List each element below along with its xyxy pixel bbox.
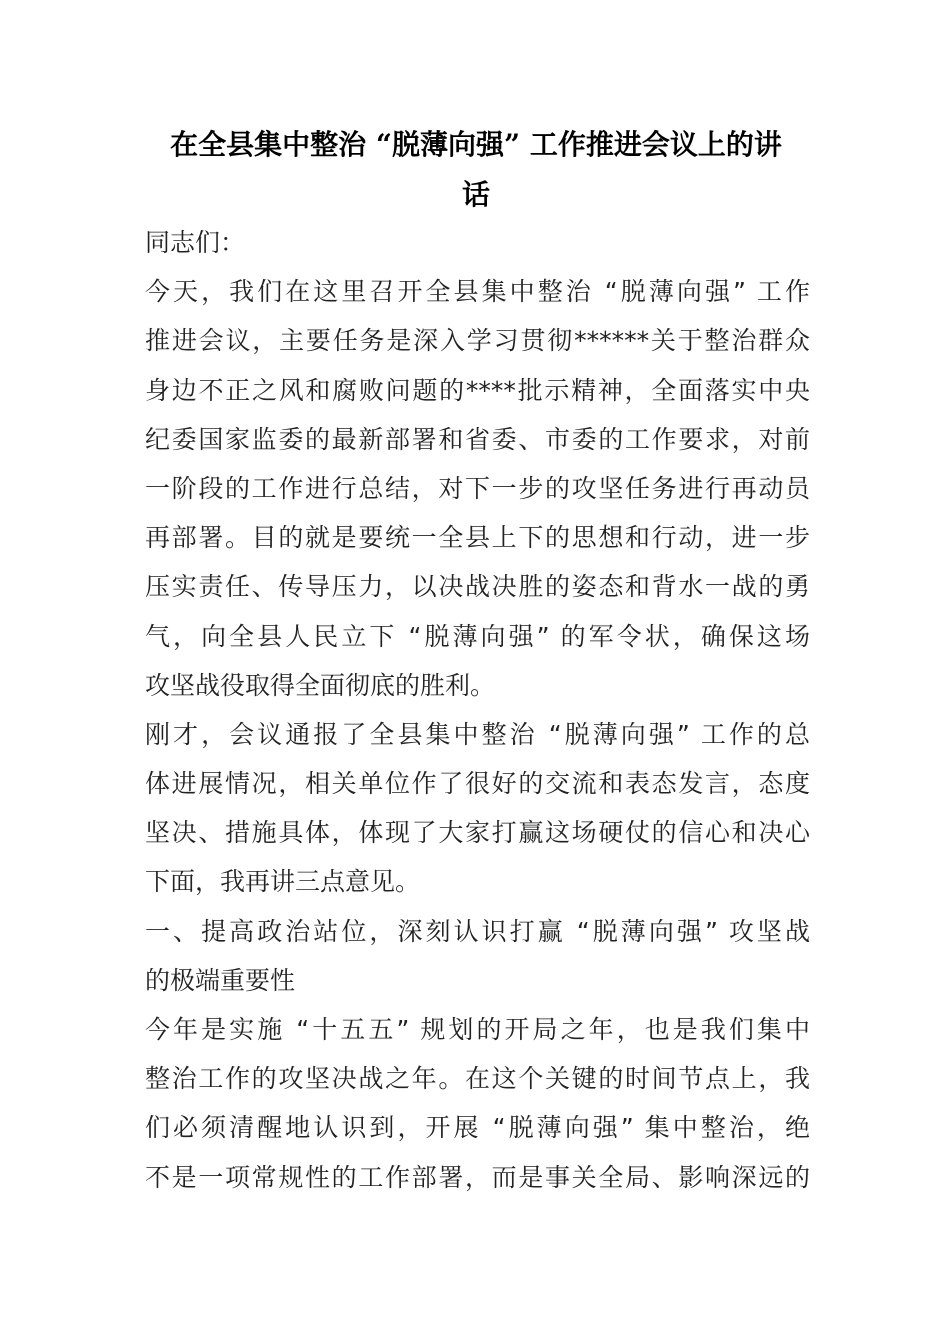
- text-line: 坚决、措施具体，体现了大家打赢这场硬仗的信心和决心: [145, 818, 810, 848]
- text-line: 刚才，会议通报了全县集中整治 “脱薄向强” 工作的总: [145, 719, 810, 749]
- text-line: 的极端重要性: [145, 965, 296, 995]
- text-line: 一阶段的工作进行总结，对下一步的攻坚任务进行再动员: [145, 473, 810, 503]
- speech-title: 在全县集中整治 “脱薄向强” 工作推进会议上的讲 话: [170, 128, 782, 211]
- text-line: 纪委国家监委的最新部署和省委、市委的工作要求，对前: [145, 424, 810, 454]
- text-line: 体进展情况，相关单位作了很好的交流和表态发言，态度: [145, 769, 810, 799]
- text-line: 整治工作的攻坚决战之年。在这个关键的时间节点上，我: [145, 1064, 810, 1094]
- text-line: 身边不正之风和腐败问题的****批示精神，全面落实中央: [145, 375, 810, 405]
- text-line: 推进会议，主要任务是深入学习贯彻******关于整治群众: [145, 326, 810, 356]
- text-line: 压实责任、传导压力，以决战决胜的姿态和背水一战的勇: [145, 572, 810, 602]
- text-line: 同志们：: [145, 228, 246, 257]
- text-line: 今天，我们在这里召开全县集中整治 “脱薄向强” 工作: [145, 277, 810, 307]
- text-line: 们必须清醒地认识到，开展 “脱薄向强” 集中整治，绝: [145, 1113, 810, 1143]
- text-line: 气，向全县人民立下 “脱薄向强” 的军令状，确保这场: [145, 621, 810, 651]
- text-line: 再部署。目的就是要统一全县上下的思想和行动，进一步: [145, 523, 810, 553]
- text-line: 不是一项常规性的工作部署，而是事关全局、影响深远的: [145, 1162, 810, 1192]
- speech-body: [145, 218, 810, 1202]
- text-line: 今年是实施 “十五五” 规划的开局之年，也是我们集中: [145, 1015, 810, 1044]
- text-line: 下面，我再讲三点意见。: [145, 867, 421, 897]
- text-line: 攻坚战役取得全面彻底的胜利。: [145, 670, 496, 700]
- text-line: 一、提高政治站位，深刻认识打赢 “脱薄向强” 攻坚战: [145, 916, 810, 946]
